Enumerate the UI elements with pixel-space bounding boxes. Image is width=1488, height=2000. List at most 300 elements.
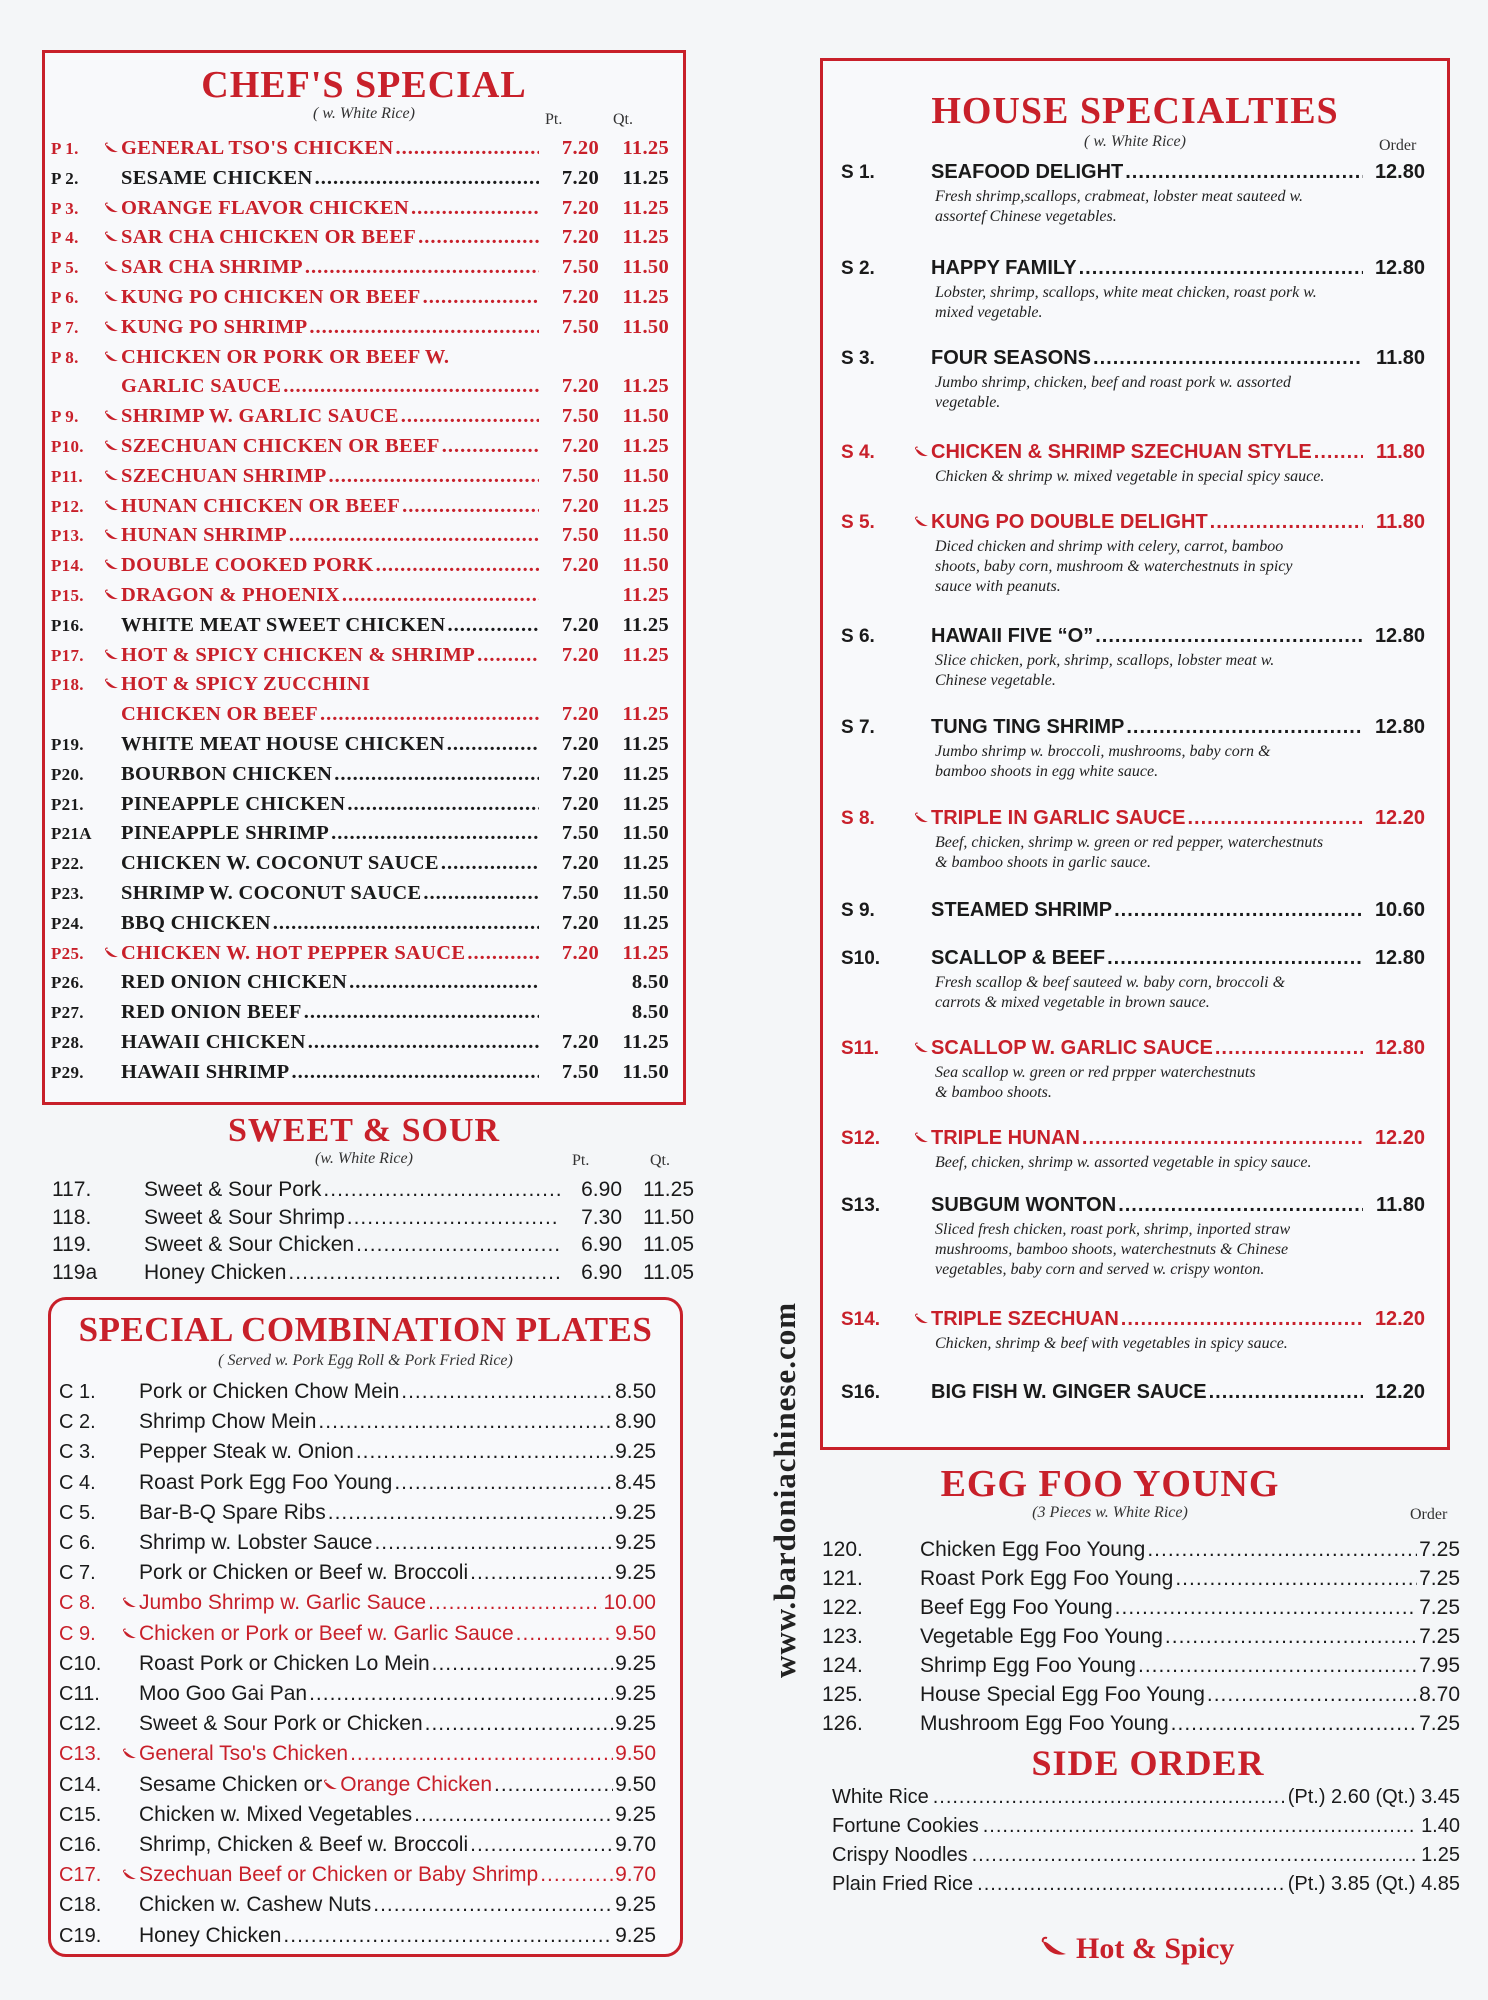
- item-number: 126.: [822, 1712, 863, 1735]
- item-number: 123.: [822, 1625, 863, 1648]
- menu-item-row: [822, 1567, 1460, 1591]
- item-number: S 9.: [841, 900, 875, 921]
- dot-leader: [373, 1893, 613, 1917]
- price: 12.80: [1374, 257, 1425, 279]
- item-description: vegetable.: [935, 394, 1001, 411]
- pepper-icon: [121, 1628, 139, 1643]
- item-number: C 7.: [59, 1562, 96, 1585]
- item-name: SCALLOP & BEEF: [931, 947, 1106, 969]
- pint-price: 7.20: [561, 554, 599, 577]
- hot-spicy-label: Hot & Spicy: [1076, 1932, 1235, 1965]
- item-name: Sweet & Sour Pork: [144, 1178, 322, 1201]
- pint-price: 7.20: [561, 703, 599, 726]
- price: 9.25: [615, 1651, 656, 1675]
- pepper-icon: [103, 529, 121, 545]
- dot-leader: [1079, 257, 1363, 280]
- item-name: PINEAPPLE CHICKEN: [121, 792, 346, 815]
- dot-leader: [1138, 1654, 1417, 1678]
- combo-item-row: [59, 1410, 656, 1434]
- item-name: Roast Pork or Chicken Lo Mein: [139, 1651, 430, 1675]
- dot-leader: [423, 882, 539, 905]
- item-name: HAWAII CHICKEN: [121, 1031, 306, 1053]
- item-description: Chicken & shrimp w. mixed vegetable in special spicy sauce.: [935, 468, 1325, 485]
- item-number: C 1.: [59, 1381, 96, 1403]
- pint-price: 7.50: [561, 882, 599, 904]
- item-name: KUNG PO CHICKEN OR BEEF: [121, 286, 421, 308]
- item-name: DOUBLE COOKED PORK: [121, 554, 374, 577]
- item-description: Jumbo shrimp w. broccoli, mushrooms, baby corn &: [935, 743, 1271, 760]
- item-name: Honey Chicken: [139, 1923, 282, 1947]
- item-name: Moo Goo Gai Pan: [139, 1682, 308, 1705]
- quart-price: 11.25: [622, 852, 669, 875]
- item-name: SCALLOP W. GARLIC SAUCE: [931, 1037, 1213, 1059]
- combo-item-row: [59, 1863, 656, 1887]
- quart-price: 11.25: [622, 703, 669, 726]
- website-url: www.bardoniachinese.com: [767, 1301, 802, 1679]
- item-name: SHRIMP W. GARLIC SAUCE: [121, 405, 399, 428]
- dot-leader: [442, 435, 539, 458]
- combo-item-row: [59, 1742, 656, 1766]
- house-item-row: [841, 257, 1425, 280]
- quart-price: 11.05: [643, 1233, 694, 1256]
- pepper-icon: [103, 321, 121, 337]
- quart-price: 11.25: [622, 226, 669, 249]
- house-item-row: [841, 511, 1425, 534]
- pepper-icon: [103, 231, 121, 247]
- item-description: Sea scallop w. green or red prpper waterchestnuts: [935, 1064, 1256, 1081]
- quart-price: 8.50: [631, 971, 669, 994]
- pint-price: 7.20: [561, 137, 599, 159]
- pint-price: 7.20: [561, 762, 599, 785]
- menu-item-row: [51, 912, 669, 935]
- item-number: C 6.: [59, 1532, 96, 1554]
- house-specialties-title: HOUSE SPECIALTIES: [931, 90, 1339, 132]
- item-number: P24.: [51, 913, 84, 933]
- quart-price: 11.25: [622, 494, 669, 517]
- price: 9.25: [615, 1802, 656, 1826]
- item-name: Chicken w. Mixed Vegetables: [139, 1802, 413, 1826]
- dot-leader: [1107, 947, 1363, 970]
- item-name: RED ONION CHICKEN: [121, 971, 348, 994]
- item-number: C13.: [59, 1743, 102, 1766]
- item-name: FOUR SEASONS: [931, 347, 1092, 369]
- price: 11.80: [1376, 441, 1425, 463]
- quart-price: 11.50: [622, 822, 669, 845]
- pepper-icon: [103, 559, 121, 575]
- dot-leader: [447, 733, 539, 756]
- item-name: Chicken w. Cashew Nuts: [139, 1893, 372, 1917]
- dot-leader: [308, 1031, 539, 1054]
- dot-leader: [315, 167, 539, 190]
- pint-price: 7.20: [561, 375, 599, 398]
- dot-leader: [318, 1410, 613, 1434]
- house-item-row: [841, 1308, 1425, 1331]
- dot-leader: [977, 1873, 1284, 1896]
- item-name: CHICKEN W. HOT PEPPER SAUCE: [121, 941, 466, 964]
- dot-leader: [516, 1622, 613, 1646]
- dot-leader: [309, 1682, 613, 1706]
- dot-leader: [428, 1591, 601, 1615]
- item-description: assortef Chinese vegetables.: [935, 208, 1117, 225]
- item-name: Sweet & Sour Pork or Chicken: [139, 1712, 423, 1736]
- price: 9.25: [615, 1561, 656, 1585]
- menu-item-row: [51, 971, 669, 994]
- pepper-icon: [103, 291, 121, 307]
- pint-price: 7.50: [561, 1060, 599, 1083]
- dot-leader: [1125, 161, 1363, 184]
- item-name: House Special Egg Foo Young: [920, 1683, 1205, 1706]
- dot-leader: [305, 256, 539, 279]
- house-item-row: [841, 1381, 1425, 1404]
- pint-price: 7.20: [561, 166, 599, 189]
- item-description: Jumbo shrimp, chicken, beef and roast pork w. assorted: [935, 374, 1291, 391]
- item-number: P 5.: [51, 258, 79, 278]
- item-number: P12.: [51, 496, 84, 516]
- pint-price: 6.90: [581, 1260, 622, 1284]
- chefs-special-subtitle: ( w. White Rice): [313, 105, 415, 122]
- item-name: HUNAN CHICKEN OR BEEF: [121, 494, 401, 517]
- item-number: P25.: [51, 943, 84, 963]
- item-description: & bamboo shoots.: [935, 1084, 1052, 1101]
- menu-item-row: [51, 375, 669, 398]
- dot-leader: [1165, 1625, 1417, 1649]
- house-item-row: [841, 899, 1425, 922]
- pepper-icon: [103, 678, 121, 694]
- item-number: S11.: [841, 1038, 880, 1059]
- quart-price: 11.25: [622, 762, 669, 785]
- item-description: Lobster, shrimp, scallops, white meat chicken, roast pork w.: [935, 284, 1317, 301]
- pint-price: 7.20: [561, 852, 599, 875]
- dot-leader: [983, 1815, 1417, 1838]
- item-name: RED ONION BEEF: [121, 1001, 302, 1024]
- combo-item-row: [59, 1471, 656, 1495]
- dot-leader: [329, 465, 539, 488]
- side-item-row: [832, 1786, 1460, 1809]
- item-description: mixed vegetable.: [935, 304, 1043, 321]
- pepper-icon: [913, 812, 931, 827]
- combo-item-row: [59, 1893, 656, 1917]
- price: 8.90: [615, 1410, 656, 1434]
- combo-item-row: [59, 1803, 656, 1827]
- item-number: S 4.: [841, 442, 875, 463]
- item-number: P 4.: [51, 228, 79, 248]
- quart-price: 11.05: [643, 1260, 694, 1284]
- price: 7.25: [1419, 1625, 1460, 1648]
- dot-leader: [309, 316, 539, 339]
- item-number: C17.: [59, 1864, 102, 1887]
- dot-leader: [1171, 1712, 1417, 1736]
- dot-leader: [1095, 625, 1363, 648]
- menu-item-row: [51, 1061, 669, 1084]
- item-name: Pork or Chicken Chow Mein: [139, 1380, 400, 1403]
- price: 7.25: [1419, 1596, 1460, 1619]
- item-number: S 1.: [841, 162, 875, 183]
- item-number: P23.: [51, 884, 84, 903]
- dot-leader: [470, 1561, 613, 1585]
- item-name: SZECHUAN SHRIMP: [121, 464, 327, 487]
- item-name: SUBGUM WONTON: [931, 1194, 1117, 1216]
- item-number: S 5.: [841, 512, 875, 533]
- side-order-title: SIDE ORDER: [1031, 1743, 1265, 1783]
- quart-price: 11.25: [622, 137, 669, 159]
- item-description: vegetables, baby corn and served w. crispy wonton.: [935, 1261, 1265, 1278]
- item-name: Pepper Steak w. Onion: [139, 1440, 354, 1464]
- dot-leader: [349, 971, 539, 994]
- dot-leader: [1093, 347, 1363, 370]
- dot-leader: [1118, 1194, 1363, 1217]
- dot-leader: [423, 286, 539, 309]
- item-name: SAR CHA CHICKEN OR BEEF: [121, 226, 417, 249]
- item-number: C10.: [59, 1652, 102, 1675]
- menu-item-row: [51, 554, 669, 577]
- item-description: Beef, chicken, shrimp w. assorted vegetable in spicy sauce.: [935, 1154, 1312, 1171]
- dot-leader: [320, 703, 539, 726]
- item-number: S 6.: [841, 626, 875, 647]
- price: 7.25: [1419, 1567, 1460, 1590]
- item-number: P29.: [51, 1062, 84, 1082]
- price: 8.70: [1419, 1683, 1460, 1706]
- item-number: P13.: [51, 526, 84, 546]
- item-description: Sliced fresh chicken, roast pork, shrimp, inported straw: [935, 1221, 1291, 1238]
- item-number: C11.: [59, 1683, 100, 1705]
- menu-item-row: [51, 435, 669, 458]
- house-item-row: [841, 625, 1425, 648]
- pint-price: 7.20: [561, 941, 599, 964]
- quart-price: 11.25: [622, 196, 669, 219]
- item-number: P 7.: [51, 317, 79, 337]
- quart-price: 11.50: [622, 1060, 669, 1083]
- side-order-section: [828, 1738, 1468, 1908]
- price: 9.25: [615, 1682, 656, 1705]
- dot-leader: [304, 1001, 539, 1024]
- price: 9.25: [615, 1440, 656, 1464]
- dot-leader: [414, 1803, 613, 1827]
- item-name: TRIPLE SZECHUAN: [931, 1308, 1119, 1330]
- pepper-icon: [103, 440, 121, 456]
- item-number: C 9.: [59, 1622, 96, 1645]
- item-name: Beef Egg Foo Young: [920, 1596, 1113, 1619]
- pint-price: 7.20: [561, 643, 599, 666]
- item-description: Fresh shrimp,scallops, crabmeat, lobster meat sauteed w.: [935, 188, 1303, 205]
- menu-item-row: [822, 1712, 1460, 1736]
- item-number: 118.: [52, 1205, 92, 1229]
- item-number: P22.: [51, 854, 84, 874]
- item-name: GARLIC SAUCE: [121, 375, 282, 398]
- pint-price: 7.50: [561, 524, 599, 547]
- item-name: Chicken or Pork or Beef w. Garlic Sauce: [139, 1621, 514, 1645]
- item-number: P18.: [51, 675, 84, 695]
- price: 12.80: [1374, 161, 1425, 183]
- item-number: S16.: [841, 1382, 881, 1403]
- menu-item-row: [51, 793, 669, 816]
- pint-column-header: Pt.: [545, 111, 563, 128]
- pint-price: 7.20: [561, 196, 599, 219]
- item-name: Honey Chicken: [144, 1260, 287, 1284]
- menu-item-row: [51, 226, 669, 249]
- dot-leader: [292, 1061, 540, 1084]
- sweet-sour-pint-header: Pt.: [572, 1152, 590, 1169]
- price: 11.80: [1376, 1194, 1425, 1216]
- pepper-icon: [103, 470, 121, 486]
- pint-price: 7.50: [561, 822, 599, 845]
- menu-item-row: [51, 167, 669, 190]
- dot-leader: [1314, 441, 1363, 464]
- dot-leader: [972, 1844, 1417, 1867]
- item-name: WHITE MEAT SWEET CHICKEN: [121, 613, 446, 636]
- dot-leader: [441, 852, 539, 875]
- pepper-icon: [322, 1779, 340, 1794]
- item-number: P14.: [51, 556, 84, 576]
- dot-leader: [283, 375, 539, 398]
- item-name: Shrimp Chow Mein: [139, 1410, 317, 1434]
- pepper-icon: [913, 516, 931, 531]
- house-specialties-subtitle: ( w. White Rice): [1084, 133, 1186, 150]
- item-number: P 2.: [51, 168, 79, 188]
- dot-leader: [1210, 511, 1363, 534]
- price: 9.70: [615, 1863, 656, 1887]
- price: 9.25: [615, 1712, 656, 1736]
- item-description: shoots, baby corn, mushroom & waterchestnuts in spicy: [935, 558, 1293, 575]
- price: (Pt.) 2.60 (Qt.) 3.45: [1287, 1786, 1460, 1808]
- quart-price: 11.50: [622, 405, 669, 428]
- item-name: TRIPLE IN GARLIC SAUCE: [931, 807, 1186, 829]
- price: 12.80: [1374, 947, 1425, 969]
- item-name: Fortune Cookies: [832, 1815, 979, 1837]
- item-number: 125.: [822, 1683, 863, 1706]
- side-item-row: [832, 1873, 1460, 1896]
- menu-item-row: [51, 524, 669, 547]
- sweet-sour-title: SWEET & SOUR: [227, 1112, 501, 1149]
- item-name: Chicken Egg Foo Young: [920, 1538, 1146, 1561]
- item-name: Sweet & Sour Chicken: [144, 1233, 355, 1256]
- quart-price: 11.25: [643, 1178, 694, 1201]
- item-number: C16.: [59, 1834, 102, 1856]
- dot-leader: [933, 1786, 1284, 1809]
- price: 9.50: [615, 1772, 656, 1796]
- item-name: CHICKEN OR BEEF: [121, 703, 318, 726]
- item-name: Plain Fried Rice: [832, 1873, 974, 1895]
- price: 12.80: [1374, 625, 1425, 647]
- pepper-icon: [103, 410, 121, 426]
- dot-leader: [494, 1773, 613, 1797]
- price: 9.50: [615, 1742, 656, 1766]
- item-number: P28.: [51, 1033, 84, 1052]
- item-number: C 5.: [59, 1501, 96, 1524]
- house-item-row: [841, 161, 1425, 184]
- item-description: & bamboo shoots in garlic sauce.: [935, 854, 1151, 871]
- combo-item-row: [59, 1773, 656, 1797]
- quart-price: 8.50: [631, 1001, 669, 1024]
- combination-plates-title: SPECIAL COMBINATION PLATES: [78, 1310, 653, 1349]
- pint-price: 7.20: [561, 286, 599, 308]
- item-number: S 8.: [841, 808, 875, 829]
- price: 12.20: [1374, 807, 1425, 829]
- item-number: P10.: [51, 437, 84, 456]
- item-number: P 6.: [51, 288, 79, 307]
- quart-price: 11.25: [622, 792, 669, 815]
- item-number: C 4.: [59, 1471, 96, 1494]
- dot-leader: [401, 405, 539, 428]
- quart-price: 11.25: [622, 166, 669, 189]
- dot-leader: [467, 942, 539, 965]
- dot-leader: [347, 1206, 560, 1230]
- dot-leader: [328, 1501, 613, 1525]
- quart-price: 11.25: [622, 613, 669, 636]
- menu-item-row: [51, 405, 669, 428]
- price: 11.80: [1376, 347, 1425, 369]
- item-description: mushrooms, bamboo shoots, waterchestnuts & Chinese: [935, 1241, 1289, 1258]
- combo-item-row: [59, 1380, 656, 1404]
- item-number: 120.: [822, 1538, 863, 1561]
- quart-price: 11.25: [622, 584, 669, 606]
- pint-price: 7.20: [561, 435, 599, 457]
- item-description: Chinese vegetable.: [935, 672, 1056, 689]
- menu-item-row: [51, 495, 669, 518]
- pepper-icon: [103, 589, 121, 605]
- price: 9.25: [615, 1893, 656, 1917]
- item-name: BIG FISH W. GINGER SAUCE: [931, 1381, 1207, 1403]
- quart-price: 11.25: [622, 1031, 669, 1053]
- item-description: Fresh scallop & beef sauteed w. baby corn, broccoli &: [935, 974, 1286, 991]
- item-name: HAPPY FAMILY: [931, 257, 1077, 279]
- price: 1.25: [1421, 1844, 1460, 1866]
- dot-leader: [1126, 716, 1363, 739]
- item-name: DRAGON & PHOENIX: [121, 584, 340, 606]
- item-number: P11.: [51, 466, 83, 486]
- pepper-icon: [121, 1869, 139, 1884]
- item-name: HOT & SPICY CHICKEN & SHRIMP: [121, 643, 476, 666]
- menu-item-row: [51, 316, 669, 339]
- pepper-icon: [103, 947, 121, 963]
- dot-leader: [1115, 1596, 1417, 1620]
- item-name: STEAMED SHRIMP: [931, 899, 1113, 921]
- item-number: 119a: [52, 1260, 98, 1284]
- side-item-row: [832, 1844, 1460, 1867]
- item-description: Slice chicken, pork, shrimp, scallops, lobster meat w.: [935, 652, 1275, 669]
- quart-price: 11.50: [622, 256, 669, 279]
- dot-leader: [289, 524, 539, 547]
- menu-item-row: [52, 1233, 694, 1257]
- dot-leader: [376, 554, 539, 577]
- item-name: Sesame Chicken or: [139, 1772, 323, 1796]
- item-name: SESAME CHICKEN: [121, 166, 313, 189]
- item-name: Roast Pork Egg Foo Young: [139, 1470, 393, 1494]
- quart-price: 11.50: [622, 464, 669, 487]
- pint-price: 7.50: [561, 315, 599, 338]
- menu-item-row: [51, 644, 669, 667]
- dot-leader: [331, 822, 539, 845]
- dot-leader: [374, 1531, 613, 1555]
- dot-leader: [283, 1924, 613, 1948]
- item-name: HAWAII SHRIMP: [121, 1060, 290, 1083]
- item-name: Pork or Chicken or Beef w. Broccoli: [139, 1561, 469, 1585]
- house-item-row: [841, 1127, 1425, 1150]
- item-name: TRIPLE HUNAN: [931, 1127, 1080, 1149]
- item-name: SZECHUAN CHICKEN OR BEEF: [121, 435, 440, 457]
- item-name: GENERAL TSO'S CHICKEN: [121, 137, 394, 159]
- item-name: Shrimp Egg Foo Young: [920, 1654, 1136, 1677]
- combo-item-row: [59, 1682, 656, 1706]
- menu-item-row: [51, 1031, 669, 1054]
- quart-price: 11.25: [622, 911, 669, 934]
- quart-price: 11.25: [622, 643, 669, 666]
- item-name: PINEAPPLE SHRIMP: [121, 822, 330, 845]
- item-description: Chicken, shrimp & beef with vegetables in spicy sauce.: [935, 1335, 1288, 1352]
- item-name: KUNG PO DOUBLE DELIGHT: [931, 511, 1208, 533]
- pint-price: 7.20: [561, 613, 599, 636]
- price: 7.25: [1419, 1712, 1460, 1735]
- pepper-icon: [121, 1597, 139, 1612]
